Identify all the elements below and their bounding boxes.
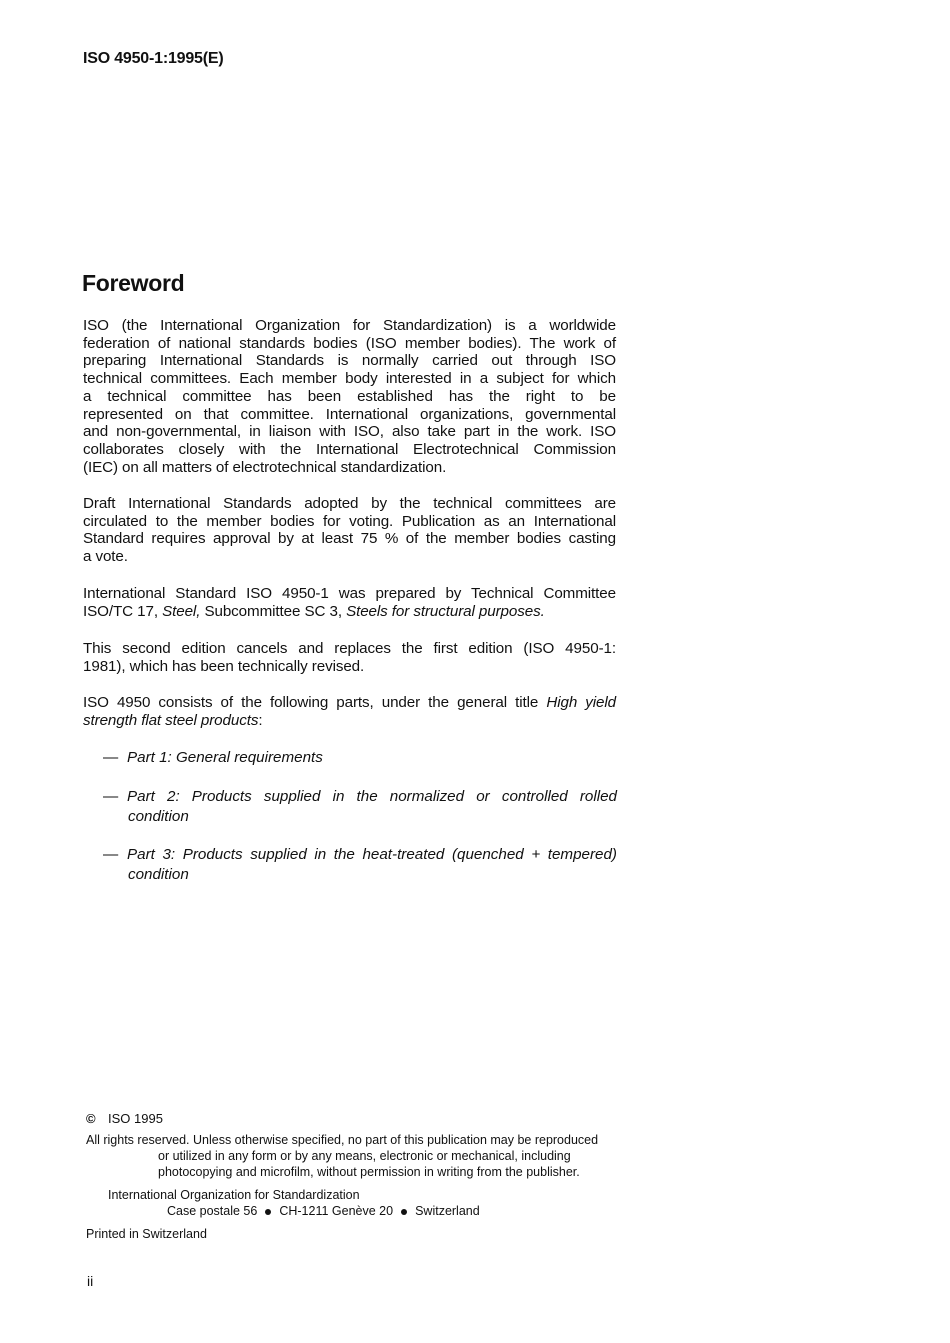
sc-ref: Subcommittee SC 3, xyxy=(200,602,347,620)
org-name: International Organization for Standardization xyxy=(108,1188,360,1202)
page-title: Foreword xyxy=(82,270,185,296)
foreword-paragraph-3 xyxy=(83,585,616,620)
text-line xyxy=(83,712,616,730)
tc-title: Steel, xyxy=(162,602,201,620)
parts-intro: ISO 4950 consists of the following parts, under the general title xyxy=(83,694,547,711)
dash-bullet: — xyxy=(103,846,119,863)
text-line: collaborates closely with the International Electrotechnical Commission xyxy=(83,440,616,458)
general-title-part2: strength flat steel products xyxy=(83,711,259,729)
text-line: technical committees. Each member body interested in a subject for which xyxy=(83,370,616,388)
foreword-paragraph-1 xyxy=(83,317,616,476)
part-title: Part 3: Products supplied in the heat-treated (quenched + tempered) xyxy=(127,846,617,863)
text-line xyxy=(83,694,616,712)
address-line xyxy=(108,1203,480,1219)
part-title-continued: condition xyxy=(128,807,189,825)
foreword-paragraph-4 xyxy=(83,640,616,675)
text-line: 1981), which has been technically revised. xyxy=(83,657,365,675)
text-line xyxy=(83,603,616,621)
text-line: represented on that committee. International organizations, governmental xyxy=(83,405,616,423)
text-line: ISO (the International Organization for Standardization) is a worldwide xyxy=(83,317,616,334)
document-id: ISO 4950-1:1995(E) xyxy=(83,50,224,67)
rights-line: or utilized in any form or by any means, electronic or mechanical, including xyxy=(158,1149,571,1163)
copyright-text: ISO 1995 xyxy=(108,1111,163,1126)
rights-line: All rights reserved. Unless otherwise specified, no part of this publication may be reproduced xyxy=(86,1133,599,1147)
bullet-icon xyxy=(401,1209,407,1215)
list-item xyxy=(103,748,617,768)
foreword-paragraph-2 xyxy=(83,495,616,566)
part-title: Part 2: Products supplied in the normalized or controlled rolled xyxy=(127,788,617,805)
sc-title: Steels for structural purposes. xyxy=(346,602,545,620)
general-title-part1: High yield xyxy=(546,694,616,711)
text-line: a vote. xyxy=(83,548,128,566)
part-line xyxy=(103,845,617,865)
colon: : xyxy=(258,711,263,729)
address-part: CH-1211 Genève 20 xyxy=(279,1204,394,1218)
printed-in: Printed in Switzerland xyxy=(86,1227,207,1241)
rights-line: photocopying and microfilm, without permission in writing from the publisher. xyxy=(158,1165,580,1179)
text-line: (IEC) on all matters of electrotechnical standardization. xyxy=(83,458,447,476)
bullet-icon xyxy=(265,1209,271,1215)
text-line: federation of national standards bodies (ISO member bodies). The work of xyxy=(83,334,616,352)
dash-bullet: — xyxy=(103,749,119,766)
text-line: preparing International Standards is normally carried out through ISO xyxy=(83,352,616,370)
text-line: International Standard ISO 4950-1 was prepared by Technical Committee xyxy=(83,585,616,602)
text-line: a technical committee has been established has the right to be xyxy=(83,387,616,405)
dash-bullet: — xyxy=(103,788,119,805)
copyright-line xyxy=(86,1111,163,1127)
publisher-address xyxy=(108,1187,480,1219)
list-item xyxy=(103,845,617,884)
address-part: Switzerland xyxy=(415,1204,480,1218)
text-line: Draft International Standards adopted by the technical committees are xyxy=(83,495,616,512)
text-line: Standard requires approval by at least 75 % of the member bodies casting xyxy=(83,530,616,548)
foreword-paragraph-5 xyxy=(83,694,616,729)
copyright-icon: © xyxy=(86,1111,96,1126)
page-number: ii xyxy=(87,1273,94,1289)
part-line xyxy=(103,787,617,807)
text-line: circulated to the member bodies for voting. Publication as an International xyxy=(83,512,616,530)
part-title: Part 1: General requirements xyxy=(127,749,323,766)
text-line: and non-governmental, in liaison with ISO, also take part in the work. ISO xyxy=(83,423,616,441)
part-title-continued: condition xyxy=(128,865,189,883)
text-line: This second edition cancels and replaces the first edition (ISO 4950-1: xyxy=(83,640,616,657)
list-item xyxy=(103,787,617,826)
rights-notice xyxy=(86,1132,626,1180)
tc-ref: ISO/TC 17, xyxy=(83,602,163,620)
address-part: Case postale 56 xyxy=(167,1204,258,1218)
